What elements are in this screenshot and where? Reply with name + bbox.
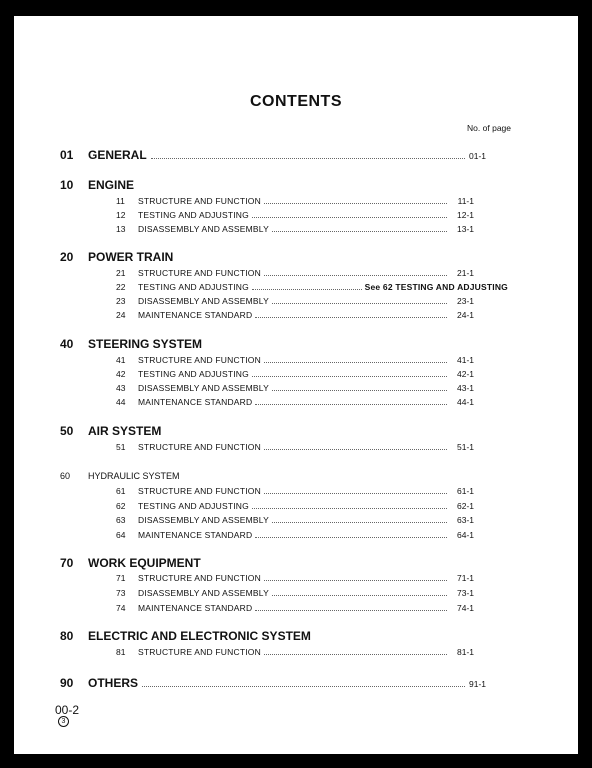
- revision-mark: 3: [58, 716, 69, 727]
- page-number: 44-1: [456, 397, 474, 407]
- item-title: STRUCTURE AND FUNCTION: [138, 486, 261, 496]
- page-number: 43-1: [456, 383, 474, 393]
- item-number: 63: [116, 515, 126, 525]
- item-title: MAINTENANCE STANDARD: [138, 603, 253, 613]
- section-number: 90: [60, 676, 74, 690]
- item-title: DISASSEMBLY AND ASSEMBLY: [138, 515, 269, 525]
- toc-item[interactable]: [116, 647, 474, 659]
- section-number: 40: [60, 337, 74, 351]
- section-title: POWER TRAIN: [88, 250, 174, 264]
- section-number: 20: [60, 250, 74, 264]
- toc-item[interactable]: [116, 355, 474, 367]
- section-number: 01: [60, 148, 74, 162]
- page-number: 24-1: [456, 310, 474, 320]
- toc-section-engine[interactable]: [60, 178, 134, 192]
- page-number: 13-1: [456, 224, 474, 234]
- page-number: 11-1: [457, 196, 474, 206]
- dot-leader: [142, 678, 465, 687]
- item-number: 41: [116, 355, 126, 365]
- section-title: ENGINE: [88, 178, 135, 192]
- item-title: DISASSEMBLY AND ASSEMBLY: [138, 296, 269, 306]
- page-title: CONTENTS: [250, 93, 342, 110]
- dot-leader: [264, 647, 447, 655]
- dot-leader: [255, 603, 447, 611]
- section-title: WORK EQUIPMENT: [88, 556, 201, 570]
- toc-item[interactable]: [116, 588, 474, 600]
- section-number: 10: [60, 178, 74, 192]
- section-title: OTHERS: [88, 676, 139, 690]
- item-title: DISASSEMBLY AND ASSEMBLY: [138, 224, 269, 234]
- dot-leader: [264, 268, 447, 276]
- section-number: 70: [60, 556, 74, 570]
- item-title: STRUCTURE AND FUNCTION: [138, 268, 261, 278]
- page-number: 63-1: [456, 515, 474, 525]
- footer-page-number: 00-2: [55, 703, 80, 717]
- cross-reference: See 62 TESTING AND ADJUSTING: [364, 282, 508, 292]
- item-number: 74: [116, 603, 126, 613]
- toc-item[interactable]: [116, 501, 474, 513]
- toc-item[interactable]: [116, 196, 474, 208]
- item-title: STRUCTURE AND FUNCTION: [138, 442, 261, 452]
- item-number: 24: [116, 310, 126, 320]
- item-number: 81: [116, 647, 126, 657]
- toc-item[interactable]: [116, 210, 474, 222]
- item-number: 11: [116, 196, 125, 206]
- item-title: MAINTENANCE STANDARD: [138, 530, 253, 540]
- page-number: 21-1: [456, 268, 474, 278]
- toc-item[interactable]: [116, 515, 474, 527]
- toc-item[interactable]: [116, 310, 474, 322]
- page-number: 41-1: [456, 355, 474, 365]
- page-number: 74-1: [456, 603, 474, 613]
- toc-section-steering[interactable]: [60, 337, 202, 351]
- item-number: 71: [116, 573, 126, 583]
- item-number: 62: [116, 501, 126, 511]
- dot-leader: [255, 397, 447, 405]
- section-title: ELECTRIC AND ELECTRONIC SYSTEM: [88, 629, 311, 643]
- dot-leader: [252, 501, 447, 509]
- toc-item[interactable]: [116, 383, 474, 395]
- dot-leader: [264, 486, 447, 494]
- toc-item[interactable]: [116, 224, 474, 236]
- dot-leader: [252, 369, 447, 377]
- item-title: TESTING AND ADJUSTING: [138, 501, 249, 511]
- item-number: 12: [116, 210, 126, 220]
- page-number: 01-1: [468, 151, 486, 161]
- dot-leader: [272, 296, 447, 304]
- item-title: STRUCTURE AND FUNCTION: [138, 647, 261, 657]
- dot-leader: [264, 196, 447, 204]
- section-title: GENERAL: [88, 148, 147, 162]
- item-number: 51: [116, 442, 126, 452]
- toc-section-power-train[interactable]: [60, 250, 173, 264]
- toc-item[interactable]: [116, 296, 474, 308]
- dot-leader: [272, 588, 447, 596]
- item-number: 44: [116, 397, 126, 407]
- page-number: 71-1: [456, 573, 474, 583]
- page-number: 73-1: [456, 588, 474, 598]
- page-number: 91-1: [468, 679, 486, 689]
- item-number: 22: [116, 282, 126, 292]
- dot-leader: [151, 150, 465, 159]
- item-title: MAINTENANCE STANDARD: [138, 397, 253, 407]
- item-title: DISASSEMBLY AND ASSEMBLY: [138, 383, 269, 393]
- dot-leader: [264, 355, 447, 363]
- item-title: TESTING AND ADJUSTING: [138, 210, 249, 220]
- item-number: 64: [116, 530, 126, 540]
- dot-leader: [272, 515, 447, 523]
- section-title: STEERING SYSTEM: [88, 337, 203, 351]
- item-title: STRUCTURE AND FUNCTION: [138, 573, 261, 583]
- toc-section-air[interactable]: [60, 424, 161, 438]
- toc-item[interactable]: [116, 486, 474, 498]
- page-number: 12-1: [456, 210, 474, 220]
- toc-item[interactable]: [116, 442, 474, 454]
- no-of-page-label: No. of page: [467, 123, 511, 133]
- dot-leader: [255, 530, 447, 538]
- toc-item[interactable]: [116, 603, 474, 615]
- toc-item[interactable]: [116, 573, 474, 585]
- item-title: TESTING AND ADJUSTING: [138, 282, 249, 292]
- item-number: 73: [116, 588, 126, 598]
- item-title: STRUCTURE AND FUNCTION: [138, 196, 261, 206]
- section-title: AIR SYSTEM: [88, 424, 162, 438]
- page-number: 62-1: [456, 501, 474, 511]
- item-number: 43: [116, 383, 126, 393]
- toc-section-work-equipment[interactable]: [60, 556, 201, 570]
- section-title: HYDRAULIC SYSTEM: [88, 471, 180, 481]
- toc-section-others[interactable]: [60, 676, 486, 690]
- section-number: 60: [60, 471, 71, 481]
- item-title: STRUCTURE AND FUNCTION: [138, 355, 261, 365]
- item-number: 23: [116, 296, 126, 306]
- section-number: 80: [60, 629, 74, 643]
- page-number: 42-1: [456, 369, 474, 379]
- dot-leader: [255, 310, 447, 318]
- section-number: 50: [60, 424, 74, 438]
- page-number: 81-1: [456, 647, 474, 657]
- item-title: DISASSEMBLY AND ASSEMBLY: [138, 588, 269, 598]
- toc-item[interactable]: [116, 282, 508, 294]
- toc-section-electric[interactable]: [60, 629, 311, 643]
- document-page: [14, 16, 578, 754]
- item-number: 61: [116, 486, 126, 496]
- item-title: TESTING AND ADJUSTING: [138, 369, 249, 379]
- dot-leader: [264, 573, 447, 581]
- toc-item[interactable]: [116, 268, 474, 280]
- dot-leader: [252, 210, 447, 218]
- dot-leader: [252, 282, 362, 290]
- toc-section-general[interactable]: [60, 148, 486, 162]
- toc-item[interactable]: [116, 369, 474, 381]
- toc-item[interactable]: [116, 397, 474, 409]
- dot-leader: [264, 442, 447, 450]
- item-number: 42: [116, 369, 126, 379]
- page-number: 61-1: [456, 486, 474, 496]
- toc-item[interactable]: [116, 530, 474, 542]
- item-number: 21: [116, 268, 126, 278]
- toc-section-hydraulic[interactable]: [60, 471, 180, 481]
- item-title: MAINTENANCE STANDARD: [138, 310, 253, 320]
- dot-leader: [272, 224, 447, 232]
- page-number: 23-1: [456, 296, 474, 306]
- item-number: 13: [116, 224, 126, 234]
- page-number: 64-1: [456, 530, 474, 540]
- page-number: 51-1: [456, 442, 474, 452]
- dot-leader: [272, 383, 447, 391]
